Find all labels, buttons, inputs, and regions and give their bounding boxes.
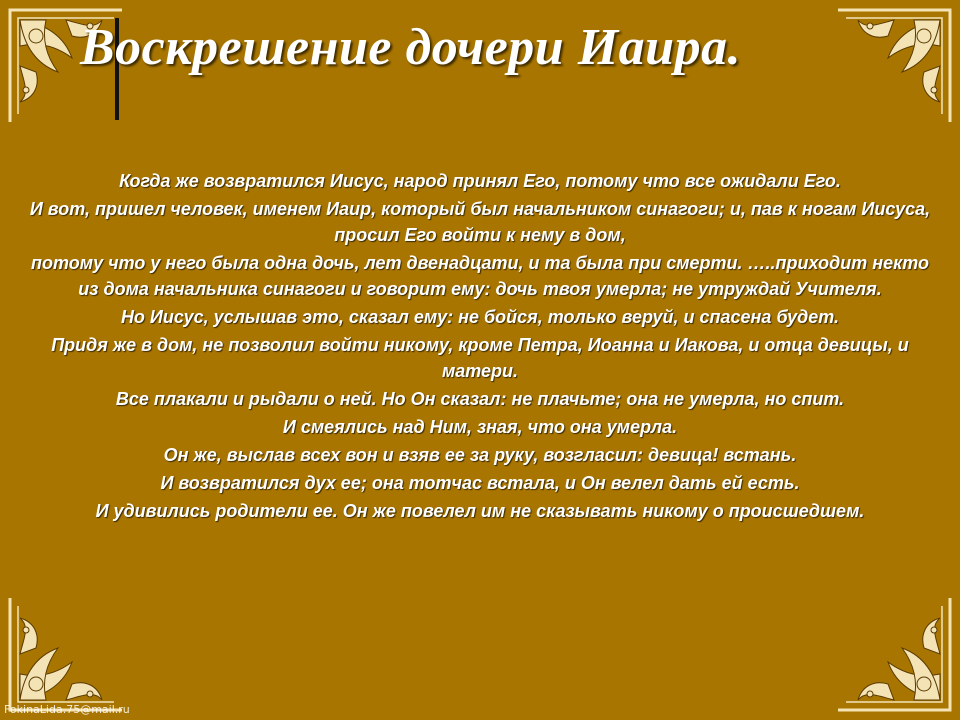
ornament-corner-icon xyxy=(834,594,954,714)
scripture-paragraph: потому что у него была одна дочь, лет двенадцати, и та была при смерти. …..приходит некто из дома начальника синагоги и говорит ему: дочь твоя умерла; не утруждай Учителя. xyxy=(31,253,929,299)
scripture-paragraph: Все плакали и рыдали о ней. Но Он сказал: не плачьте; она не умерла, но спит. xyxy=(115,389,845,409)
scripture-paragraph: Когда же возвратился Иисус, народ принял Его, потому что все ожидали Его. xyxy=(119,171,841,191)
scripture-paragraph: Придя же в дом, не позволил войти никому, кроме Петра, Иоанна и Иакова, и отца девицы, и матери. xyxy=(51,335,909,381)
scripture-paragraph: И возвратился дух ее; она тотчас встала, и Он велел дать ей есть. xyxy=(160,473,800,493)
scripture-paragraph: И вот, пришел человек, именем Иаир, который был начальником синагоги; и, пав к ногам Иисуса, просил Его войти к нему в дом, xyxy=(29,199,931,245)
scripture-paragraph: И удивились родители ее. Он же повелел им не сказывать никому о происшедшем. xyxy=(95,501,865,521)
scripture-paragraph: Он же, выслав всех вон и взяв ее за руку, возгласил: девица! встань. xyxy=(163,445,797,465)
scripture-paragraph: Но Иисус, услышав это, сказал ему: не бойся, только веруй, и спасена будет. xyxy=(120,307,840,327)
author-email: FokinaLida.75@mail.ru xyxy=(4,703,130,716)
scripture-text xyxy=(24,168,936,526)
ornament-corner-icon xyxy=(6,594,126,714)
slide-title: Воскрешение дочери Иаира. xyxy=(80,19,742,76)
scripture-paragraph: И смеялись над Ним, зная, что она умерла. xyxy=(282,417,678,437)
